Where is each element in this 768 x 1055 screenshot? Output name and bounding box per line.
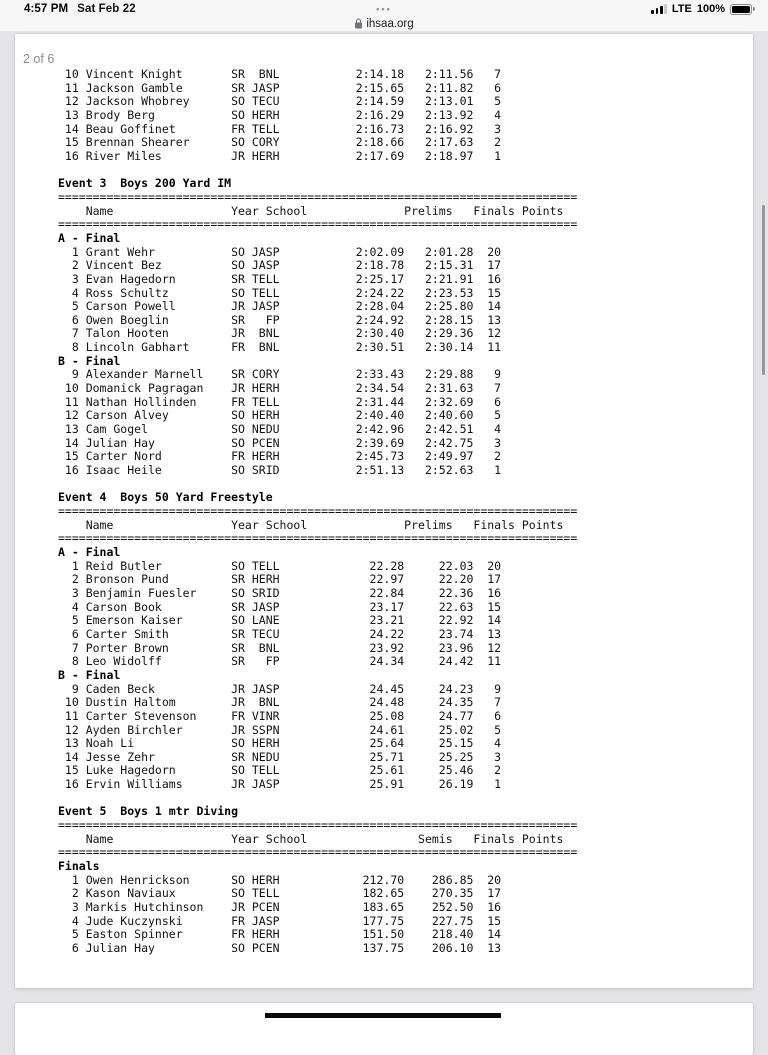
result-row: 15 Brennan Shearer SO CORY 2:18.66 2:17.63 2	[58, 135, 502, 150]
result-row: 7 Talon Hooten JR BNL 2:30.40 2:29.36 12	[58, 326, 502, 341]
network-type-label: LTE	[671, 3, 692, 15]
column-header-row: Name Year School Prelims Finals Points	[58, 203, 564, 218]
status-time: 4:57 PM	[24, 3, 69, 15]
result-row: 2 Vincent Bez SO JASP 2:18.78 2:15.31 17	[58, 258, 502, 273]
pdf-page-2	[15, 34, 753, 988]
result-row: 16 River Miles JR HERH 2:17.69 2:18.97 1	[58, 148, 502, 163]
result-row: 3 Markis Hutchinson JR PCEN 183.65 252.50 16	[58, 900, 502, 915]
status-bar	[0, 3, 768, 17]
result-row: 2 Bronson Pund SR HERH 22.97 22.20 17	[58, 572, 502, 587]
result-row: 6 Owen Boeglin SR FP 2:24.92 2:28.15 13	[58, 312, 502, 327]
result-row: 10 Vincent Knight SR BNL 2:14.18 2:11.56 7	[58, 67, 502, 81]
event-title: Event 3 Boys 200 Yard IM	[58, 176, 232, 191]
result-row: 4 Jude Kuczynski FR JASP 177.75 227.75 15	[58, 913, 502, 928]
separator-line: ===========================================================================	[58, 818, 578, 833]
result-row: 8 Lincoln Gabhart FR BNL 2:30.51 2:30.14 11	[58, 340, 502, 355]
heat-group-label: A - Final	[58, 230, 121, 245]
scrollbar-thumb[interactable]	[762, 205, 765, 375]
result-row: 13 Noah Li SO HERH 25.64 25.15 4	[58, 736, 502, 751]
result-row: 13 Brody Berg SO HERH 2:16.29 2:13.92 4	[58, 107, 502, 122]
heat-group-label: A - Final	[58, 544, 121, 559]
result-row: 8 Leo Widolff SR FP 24.34 24.42 11	[58, 654, 502, 669]
result-row: 13 Cam Gogel SO NEDU 2:42.96 2:42.51 4	[58, 422, 502, 437]
result-row: 15 Carter Nord FR HERH 2:45.73 2:49.97 2	[58, 449, 502, 464]
lock-icon	[354, 18, 363, 29]
heat-group-label: Finals	[58, 859, 100, 874]
result-row: 7 Porter Brown SR BNL 23.92 23.96 12	[58, 640, 502, 655]
result-row: 14 Jesse Zehr SR NEDU 25.71 25.25 3	[58, 749, 502, 764]
separator-line: ===========================================================================	[58, 217, 578, 232]
column-header-row: Name Year School Prelims Finals Points	[58, 517, 564, 532]
browser-top-chrome	[0, 0, 768, 31]
result-row: 3 Evan Hagedorn SR TELL 2:25.17 2:21.91 16	[58, 271, 502, 286]
heat-group-label: B - Final	[58, 353, 121, 368]
result-row: 4 Carson Book SR JASP 23.17 22.63 15	[58, 599, 502, 614]
result-row: 5 Emerson Kaiser SO LANE 23.21 22.92 14	[58, 613, 502, 628]
next-page-bold-rule	[265, 1013, 501, 1018]
page-proxy-dots-icon[interactable]: •••	[376, 4, 392, 14]
result-row: 6 Carter Smith SR TECU 24.22 23.74 13	[58, 626, 502, 641]
result-row: 15 Luke Hagedorn SO TELL 25.61 25.46 2	[58, 763, 502, 778]
result-row: 10 Domanick Pagragan JR HERH 2:34.54 2:31.63 7	[58, 381, 502, 396]
result-row: 14 Beau Goffinet FR TELL 2:16.73 2:16.92 3	[58, 121, 502, 136]
document-viewer[interactable]	[0, 31, 768, 1024]
result-row: 1 Owen Henrickson SO HERH 212.70 286.85 20	[58, 872, 502, 887]
separator-line: ===========================================================================	[58, 845, 578, 860]
result-row: 1 Grant Wehr SO JASP 2:02.09 2:01.28 20	[58, 244, 502, 259]
result-row: 4 Ross Schultz SO TELL 2:24.22 2:23.53 15	[58, 285, 502, 300]
result-row: 1 Reid Butler SO TELL 22.28 22.03 20	[58, 558, 502, 573]
column-header-row: Name Year School Semis Finals Points	[58, 831, 564, 846]
separator-line: ===========================================================================	[58, 531, 578, 546]
pdf-page-3-preview	[15, 1003, 753, 1055]
separator-line: ===========================================================================	[58, 189, 578, 204]
result-row: 9 Alexander Marnell SR CORY 2:33.43 2:29.88 9	[58, 367, 502, 382]
blank-line	[58, 478, 577, 492]
result-row: 14 Julian Hay SO PCEN 2:39.69 2:42.75 3	[58, 435, 502, 450]
result-row: 5 Easton Spinner FR HERH 151.50 218.40 14	[58, 927, 502, 942]
result-row: 11 Nathan Hollinden FR TELL 2:31.44 2:32.69 6	[58, 394, 502, 409]
result-row: 11 Jackson Gamble SR JASP 2:15.65 2:11.82 6	[58, 80, 502, 95]
url-bar[interactable]	[0, 16, 768, 31]
result-row: 12 Ayden Birchler JR SSPN 24.61 25.02 5	[58, 722, 502, 737]
result-row: 3 Benjamin Fuesler SO SRID 22.84 22.36 16	[58, 585, 502, 600]
url-text: ihsaa.org	[366, 17, 414, 30]
result-row: 5 Carson Powell JR JASP 2:28.04 2:25.80 14	[58, 299, 502, 314]
result-row: 9 Caden Beck JR JASP 24.45 24.23 9	[58, 681, 502, 696]
separator-line: ===========================================================================	[58, 504, 578, 518]
event-title: Event 5 Boys 1 mtr Diving	[58, 804, 239, 819]
heat-group-label: B - Final	[58, 667, 121, 682]
result-row: 16 Isaac Heile SO SRID 2:51.13 2:52.63 1	[58, 463, 502, 478]
result-row: 12 Jackson Whobrey SO TECU 2:14.59 2:13.01 5	[58, 94, 502, 109]
page-indicator: 2 of 6	[23, 52, 55, 66]
event-title: Event 4 Boys 50 Yard Freestyle	[58, 490, 273, 505]
result-row: 6 Julian Hay SO PCEN 137.75 206.10 13	[58, 941, 502, 955]
blank-line	[58, 164, 577, 178]
battery-percent-label: 100%	[696, 3, 725, 15]
result-row: 10 Dustin Haltom JR BNL 24.48 24.35 7	[58, 695, 502, 710]
cellular-signal-icon	[651, 4, 667, 14]
blank-line	[58, 792, 577, 806]
results-text	[58, 68, 577, 956]
result-row: 16 Ervin Williams JR JASP 25.91 26.19 1	[58, 777, 502, 792]
result-row: 11 Carter Stevenson FR VINR 25.08 24.77 6	[58, 708, 502, 723]
status-date: Sat Feb 22	[77, 3, 136, 15]
battery-icon	[730, 4, 752, 15]
result-row: 2 Kason Naviaux SO TELL 182.65 270.35 17	[58, 886, 502, 901]
result-row: 12 Carson Alvey SO HERH 2:40.40 2:40.60 5	[58, 408, 502, 423]
